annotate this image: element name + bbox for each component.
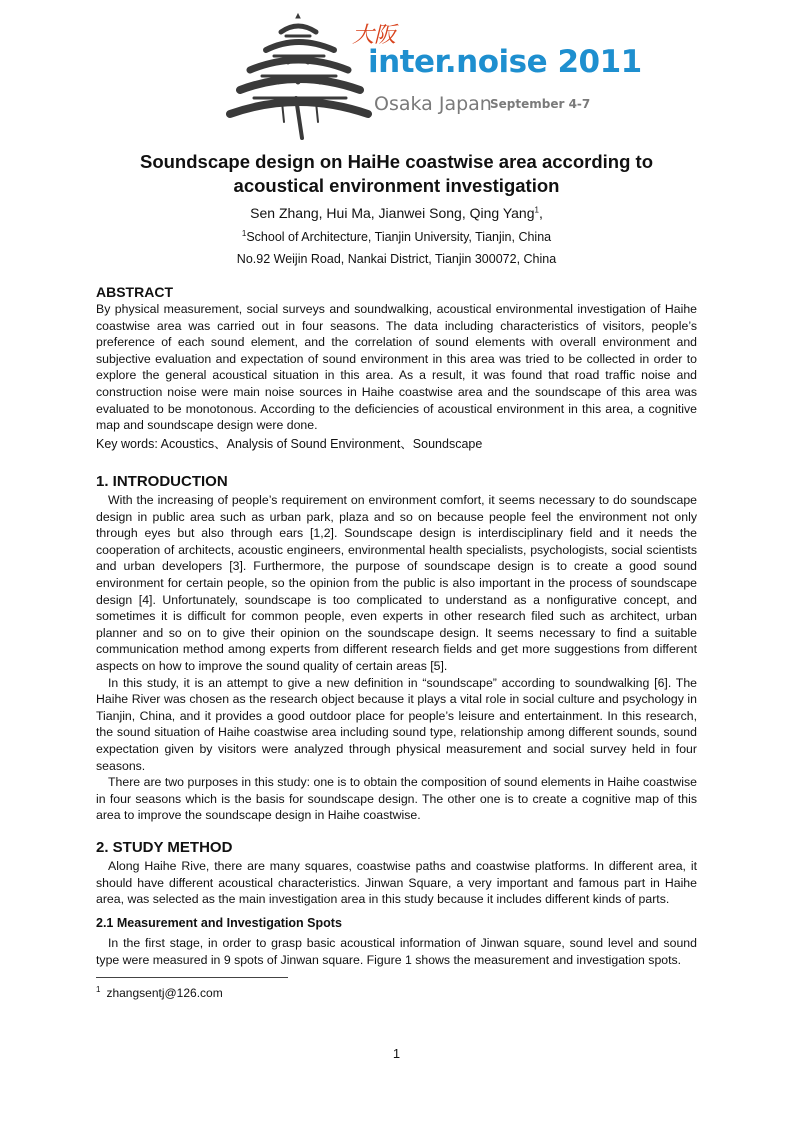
paper-title [96,150,697,198]
study-method-body [96,858,697,908]
subsection-body [96,935,697,968]
logo-dates: September 4-7 [490,97,591,111]
logo-city: Osaka Japan [374,93,492,115]
paragraph: With the increasing of people’s requirement on environment comfort, it seems necessary to do soundscape design in public area such as urban park, plaza and so on because people feel the environment not only through eyes but also through ears [1,2]. Soundscape design is interdisciplinary field and it needs the cooperation of architects, acoustic engineers, environmental health specialists, psychologists, social scientists and urban developers [3]. Furthermore, the purpose of soundscape design is to create a good sound environment for certain people, so the opinion from the public is also important in the process of soundscape design [4]. Unfortunately, soundscape is too complicated to understand as a nonfigurative concept, and sometimes it is difficult for common people, even experts in other research filed such as architect, urban planner and so on to give their opinion on the soundscape design. It seems necessary to find a suitable communication method among experts from different research fields and get more suggestions from different aspects on how to improve the sound quality of certain areas [5]. [96,493,697,673]
footnote [96,985,223,1000]
keywords: Key words: Acoustics、Analysis of Sound Environment、Soundscape [96,437,483,451]
affiliation-text: School of Architecture, Tianjin University, Tianjin, China [246,230,552,245]
introduction-body [96,492,697,824]
author-affiliation-marker: 1 [534,205,539,215]
footnote-marker: 1 [96,985,101,994]
title-line-2: acoustical environment investigation [233,175,560,196]
logo-conference-name: inter.noise 2011 [368,44,642,80]
section-heading-introduction: 1. INTRODUCTION [96,473,228,490]
footnote-email: zhangsentj@126.com [106,986,223,1000]
page-number: 1 [392,1046,401,1061]
paragraph: Along Haihe Rive, there are many squares, coastwise paths and coastwise platforms. In different area, it should have different acoustical characteristics. Jinwan Square, a very important and famous part in Haihe area, was selected as the main investigation area in this study because it includes different kinds of parts. [96,859,697,907]
abstract-paragraph: By physical measurement, social surveys and soundwalking, acoustical environmental investigation of Haihe coastwise area was carried out in four seasons. The data including characteristics of visitors, people’s preference of each sound element, and the correlation of sound elements with overall environment and subjective evaluation and expectation of sound environment in this area was tried to be collected in order to explore the general acoustical situation in this area. As a result, it was found that road traffic noise and construction noise were main noise sources in Haihe coastwise area and the soundscape of this area was evaluated to be monotonous. According to the deficiencies of acoustical environment in this area, a cognitive map and soundscape design were done. [96,302,697,433]
author-list: Sen Zhang, Hui Ma, Jianwei Song, Qing Yang$^1$, [250,205,543,221]
address: No.92 Weijin Road, Nankai District, Tianjin 300072, China [236,252,557,266]
subsection-heading: 2.1 Measurement and Investigation Spots [96,916,342,930]
affiliation [96,229,697,244]
abstract-heading: ABSTRACT [96,284,173,300]
footnote-divider [96,977,288,978]
logo-kanji: 大阪 [352,23,397,48]
title-line-1: Soundscape design on HaiHe coastwise area according to [139,151,653,172]
abstract-body [96,301,697,434]
paragraph: There are two purposes in this study: one is to obtain the composition of sound elements in Haihe coastwise in four seasons which is the basis for soundscape design. The other one is to create a cognitive map of this area to improve the soundscape design in Haihe coastwise. [96,775,697,823]
paragraph: In this study, it is an attempt to give a new definition in “soundscape” according to soundwalking [6]. The Haihe River was chosen as the research object because it plays a vital role in social culture and psychology in Tianjin, China, and it provides a good outdoor place for people’s leisure and entertainment. In this research, the sound situation of Haihe coastwise area including sound type, relationship among different sounds, sound expectation given by visitors were analyzed through physical measurement and social survey held in four seasons. [96,675,697,773]
author-names: Sen Zhang, Hui Ma, Jianwei Song, Qing Yang [250,205,535,221]
affiliation-marker: 1 [241,229,247,238]
castle-brush-icon [230,14,368,138]
paragraph: In the first stage, in order to grasp basic acoustical information of Jinwan square, sound level and sound type were measured in 9 spots of Jinwan square. Figure 1 shows the measurement and investigation spots. [96,936,697,967]
section-heading-study-method: 2. STUDY METHOD [96,839,233,856]
